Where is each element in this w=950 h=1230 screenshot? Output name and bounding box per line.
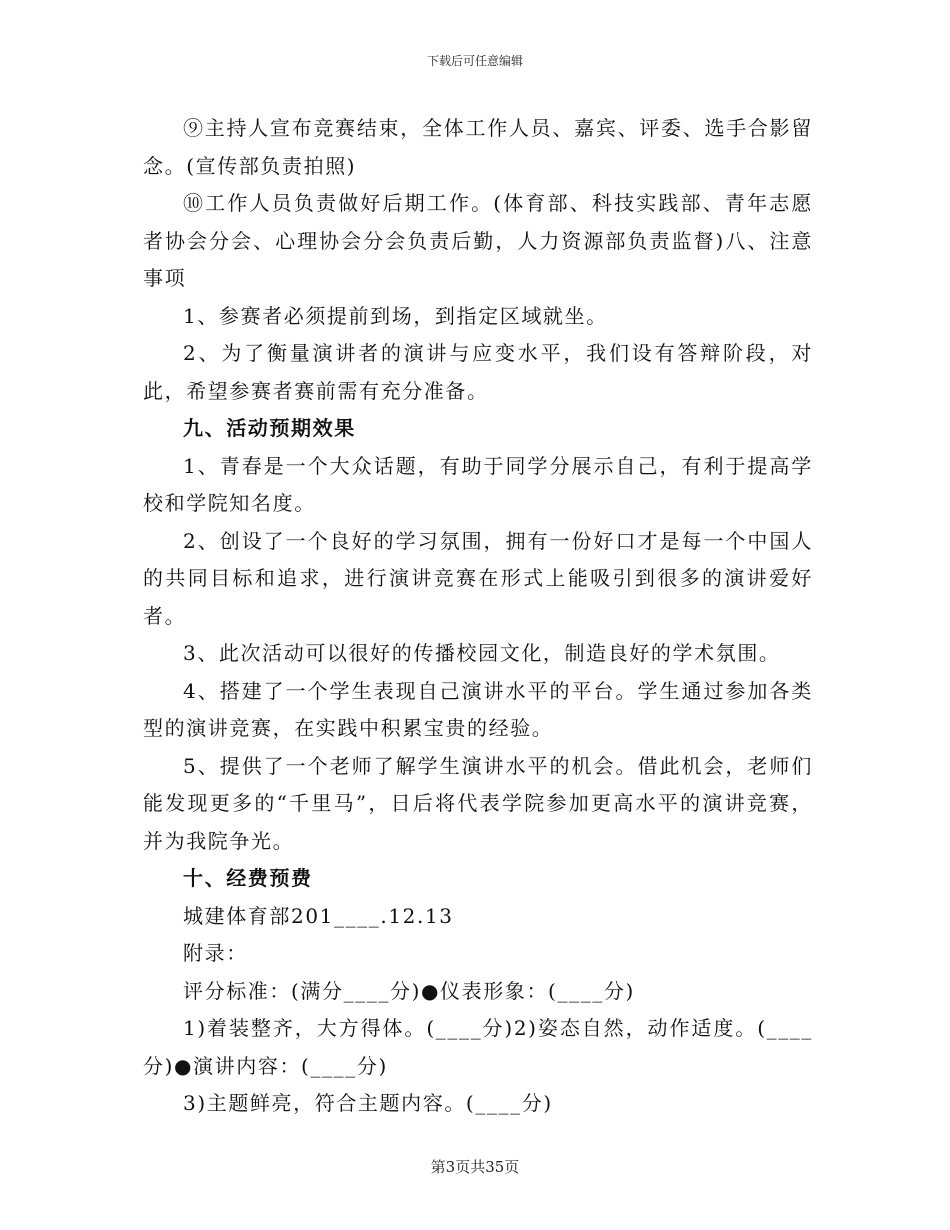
section-heading-budget: 十、经费预费 — [183, 866, 313, 890]
paragraph-scoring-standard: 评分标准：(满分____分)●仪表形象：(____分) — [183, 978, 635, 1003]
paragraph-effect-3: 3、此次活动可以很好的传播校园文化，制造良好的学术氛围。 — [183, 641, 781, 665]
section-heading-expected-effects: 九、活动预期效果 — [183, 416, 356, 440]
paragraph-effect-5: 5、提供了一个老师了解学生演讲水平的机会。借此机会，老师们能发现更多的“千里马”，日后将代表学院参加更高水平的演讲竞赛，并为我院争光。 — [143, 753, 813, 853]
document-body — [143, 110, 813, 1123]
paragraph-effect-1: 1、青春是一个大众话题，有助于同学分展示自己，有利于提高学校和学院知名度。 — [143, 453, 813, 515]
paragraph-item-10: ⑩工作人员负责做好后期工作。(体育部、科技实践部、青年志愿者协会分会、心理协会分会负责后勤，人力资源部负责监督)八、注意事项 — [143, 191, 813, 290]
page-header: 下载后可任意编辑 — [426, 54, 523, 68]
paragraph-scoring-items-1-2: 1)着装整齐，大方得体。(____分)2)姿态自然，动作适度。(____分)●演讲内容：(____分) — [143, 1016, 813, 1078]
page-footer: 第3页共35页 — [430, 1158, 520, 1176]
paragraph-signature-date: 城建体育部201____.12.13 — [183, 903, 454, 928]
paragraph-notice-2: 2、为了衡量演讲者的演讲与应变水平，我们设有答辩阶段，对此，希望参赛者赛前需有充分准备。 — [143, 341, 813, 403]
paragraph-effect-4: 4、搭建了一个学生表现自己演讲水平的平台。学生通过参加各类型的演讲竞赛，在实践中积累宝贵的经验。 — [143, 678, 813, 740]
paragraph-notice-1: 1、参赛者必须提前到场，到指定区域就坐。 — [183, 303, 608, 328]
paragraph-item-9: ⑨主持人宣布竞赛结束，全体工作人员、嘉宾、评委、选手合影留念。(宣传部负责拍照) — [143, 116, 813, 178]
paragraph-scoring-item-3: 3)主题鲜亮，符合主题内容。(____分) — [183, 1091, 553, 1115]
paragraph-effect-2: 2、创设了一个良好的学习氛围，拥有一份好口才是每一个中国人的共同目标和追求，进行演讲竞赛在形式上能吸引到很多的演讲爱好者。 — [143, 528, 813, 628]
paragraph-appendix: 附录： — [183, 941, 248, 965]
